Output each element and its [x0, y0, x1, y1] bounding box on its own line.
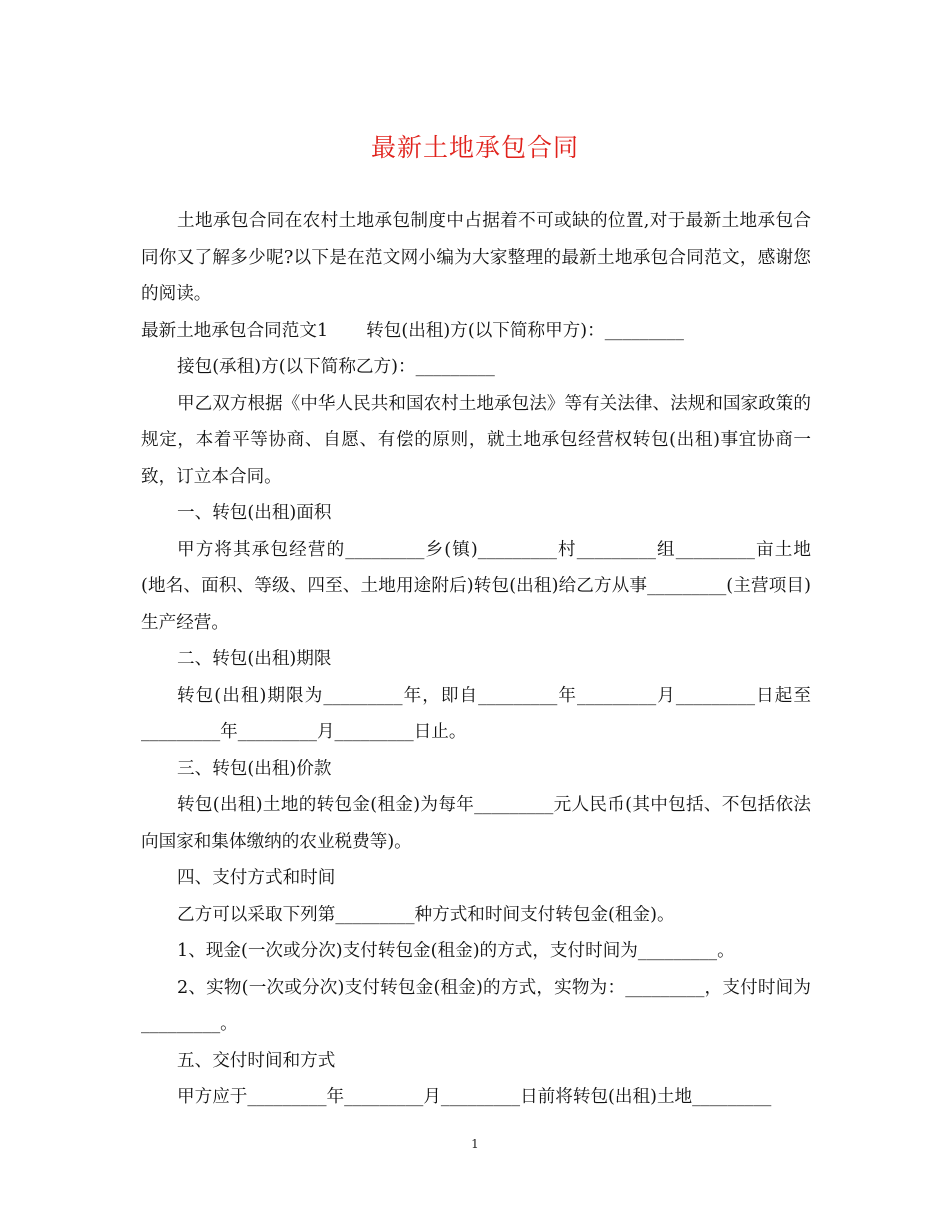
sample-line — [141, 313, 811, 350]
section-1-heading: 一、转包(出租)面积 — [177, 503, 332, 523]
preamble-paragraph: 甲乙双方根据《中华人民共和国农村土地承包法》等有关法律、法规和国家政策的规定，本着平等协商、自愿、有偿的原则，就土地承包经营权转包(出租)事宜协商一致，订立本合同。 — [141, 393, 811, 487]
sample-label: 最新土地承包合同范文1 — [141, 320, 329, 341]
section-3-text: 转包(出租)土地的转包金(租金)为每年_________元人民币(其中包括、不包括依法向国家和集体缴纳的农业税费等)。 — [141, 795, 811, 852]
party-a-line: 转包(出租)方(以下简称甲方)：_________ — [366, 320, 684, 341]
document-title: 最新土地承包合同 — [370, 133, 579, 162]
document-body — [141, 203, 811, 1116]
section-5-text: 甲方应于_________年_________月_________日前将转包(出租)土地_________ — [177, 1087, 772, 1107]
party-b-line: 接包(承租)方(以下简称乙方)：_________ — [177, 357, 495, 377]
section-4-text-2: 1、现金(一次或分次)支付转包金(租金)的方式，支付时间为_________。 — [177, 941, 735, 961]
section-5-heading: 五、交付时间和方式 — [177, 1050, 336, 1071]
section-2-text: 转包(出租)期限为_________年，即自_________年_________月_________日起至_________年_________月_________日止。 — [141, 685, 811, 742]
section-3-heading: 三、转包(出租)价款 — [177, 758, 332, 779]
section-2-heading: 二、转包(出租)期限 — [177, 649, 332, 669]
page-number: 1 — [471, 1137, 479, 1151]
section-1-text: 甲方将其承包经营的_________乡(镇)_________村_________组_________亩土地(地名、面积、等级、四至、土地用途附后)转包(出租)给乙方从事_________(主营项目)生产经营。 — [141, 539, 811, 633]
section-4-heading: 四、支付方式和时间 — [177, 868, 336, 888]
section-4-text-1: 乙方可以采取下列第_________种方式和时间支付转包金(租金)。 — [177, 904, 675, 925]
section-4-text-3: 2、实物(一次或分次)支付转包金(租金)的方式，实物为：_________，支付时间为_________。 — [141, 977, 811, 1034]
intro-paragraph: 土地承包合同在农村土地承包制度中占据着不可或缺的位置,对于最新土地承包合同你又了解多少呢?以下是在范文网小编为大家整理的最新土地承包合同范文，感谢您的阅读。 — [141, 211, 811, 304]
